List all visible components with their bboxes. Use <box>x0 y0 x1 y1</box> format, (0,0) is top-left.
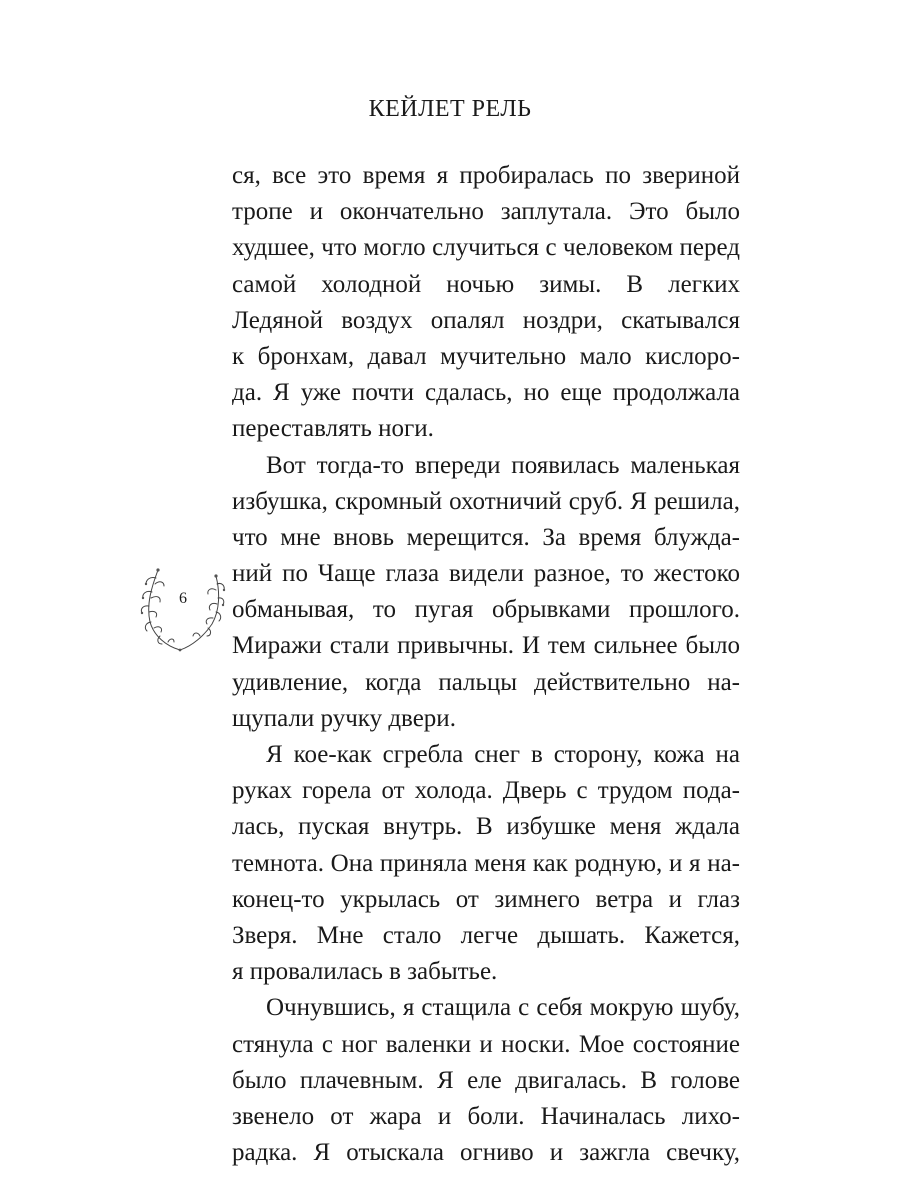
text-line: Ледяной воздух опалял ноздри, скатывался <box>232 306 740 334</box>
running-header-author: КЕЙЛЕТ РЕЛЬ <box>368 96 532 122</box>
text-line: было плачевным. Я еле двигалась. В голове <box>232 1066 740 1094</box>
text-line: тропе и окончательно заплутала. Это было <box>232 198 740 226</box>
text-line: ся, все это время я пробиралась по звериной <box>232 162 740 189</box>
text-line: конец-то укрылась от зимнего ветра и глаз <box>232 885 740 913</box>
text-line: худшее, что могло случиться с человеком перед <box>232 234 740 262</box>
text-line: к бронхам, давал мучительно мало кислоро- <box>232 342 740 370</box>
text-line: что мне вновь мерещится. За время блужда- <box>232 523 740 551</box>
text-line-paragraph-start: Я кое-как сгребла снег в сторону, кожа на <box>266 741 740 768</box>
text-line-paragraph-start: Вот тогда-то впереди появилась маленькая <box>266 451 740 479</box>
text-line: самой холодной ночью зимы. В легких <box>232 270 740 298</box>
text-line: ний по Чаще глаза видели разное, то жестоко <box>232 560 740 588</box>
page-number: 6 <box>179 590 187 607</box>
text-line-paragraph-end: щупали ручку двери. <box>232 704 456 732</box>
text-line: Зверя. Мне стало легче дышать. Кажется, <box>232 921 740 949</box>
text-line: руках горела от холода. Дверь с трудом пода- <box>232 777 740 805</box>
text-line: звенело от жара и боли. Начиналась лихо- <box>232 1102 740 1130</box>
floral-wreath-icon <box>136 566 228 656</box>
page-folio <box>136 566 228 656</box>
text-line: да. Я уже почти сдалась, но еще продолжала <box>232 379 740 407</box>
body-text <box>232 158 740 1171</box>
text-line-paragraph-end: переставлять ноги. <box>232 415 434 443</box>
text-line: темнота. Она приняла меня как родную, и я на- <box>232 849 740 877</box>
text-line: стянула с ног валенки и носки. Мое состояние <box>232 1030 740 1058</box>
text-line-paragraph-start: Очнувшись, я стащила с себя мокрую шубу, <box>266 994 740 1022</box>
text-line-paragraph-end: я провалилась в забытье. <box>232 958 498 986</box>
text-line: лась, пуская внутрь. В избушке меня ждала <box>232 813 740 841</box>
text-line: Миражи стали привычны. И тем сильнее было <box>232 632 740 660</box>
text-line: радка. Я отыскала огниво и зажгла свечку, <box>232 1139 740 1167</box>
text-line: обманывая, то пугая обрывками прошлого. <box>232 596 740 624</box>
text-line: избушка, скромный охотничий сруб. Я решила, <box>232 487 740 515</box>
text-line: удивление, когда пальцы действительно на- <box>232 668 740 696</box>
